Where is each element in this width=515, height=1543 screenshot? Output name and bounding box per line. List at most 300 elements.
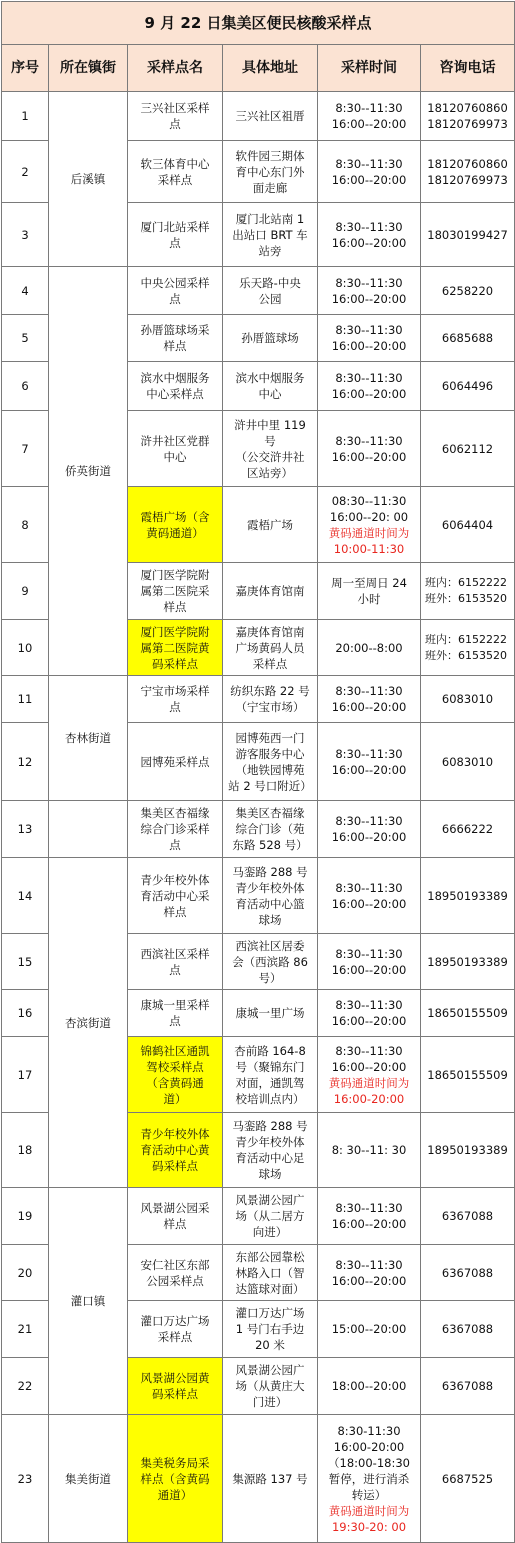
row-number: 18 <box>2 1113 49 1188</box>
row-number: 23 <box>2 1415 49 1543</box>
cell-line: 8:30--11:30 <box>335 323 403 337</box>
site-name-cell <box>128 1113 223 1188</box>
site-name-cell <box>128 141 223 203</box>
site-name-cell <box>128 92 223 141</box>
header-town: 所在镇街 <box>49 45 128 92</box>
cell-line: 风景湖公园采 <box>140 1201 210 1215</box>
cell-line: 黄码通道时间为 <box>328 1075 410 1090</box>
cell-line: 三兴社区祖厝 <box>235 109 305 123</box>
cell-line: 风景湖公园黄 <box>140 1371 210 1385</box>
phone-cell <box>421 1188 515 1245</box>
table-row <box>2 676 515 723</box>
cell-line: 安仁社区东部 <box>140 1257 210 1272</box>
row-number: 2 <box>2 141 49 203</box>
phone-cell <box>421 620 515 676</box>
cell-line: 6367088 <box>441 1379 494 1393</box>
phone-cell <box>421 934 515 990</box>
cell-line: 通道） <box>157 1487 193 1502</box>
cell-line: 18120760860 <box>427 101 508 115</box>
cell-line: 号） <box>258 970 282 985</box>
cell-line: 霞梧广场 <box>247 517 293 532</box>
address-cell <box>223 1358 318 1415</box>
town-cell: 杏林街道 <box>49 676 128 801</box>
site-name-cell <box>128 801 223 858</box>
town-cell: 杏滨街道 <box>49 858 128 1188</box>
cell-line: 6064496 <box>441 379 494 393</box>
cell-line: 风景湖公园广 <box>235 1193 305 1207</box>
cell-line: 驾校采样点 <box>146 1059 204 1074</box>
site-name-cell <box>128 411 223 487</box>
time-cell <box>318 203 421 267</box>
cell-line: 软三体育中心 <box>140 156 210 171</box>
cell-line: 黄码通道） <box>146 525 204 540</box>
cell-line: 6367088 <box>441 1209 494 1223</box>
cell-line: 点 <box>169 291 181 306</box>
site-name-cell <box>128 723 223 801</box>
cell-line: 08:30--11:30 <box>331 493 407 508</box>
cell-line: 6367088 <box>441 1322 494 1336</box>
cell-line: 19:30-20: 00 <box>331 1519 407 1534</box>
cell-line: 园博苑西一门 <box>235 730 305 745</box>
time-cell <box>318 362 421 411</box>
address-cell <box>223 141 318 203</box>
time-cell <box>318 1188 421 1245</box>
cell-line: 16:00--20:00 <box>331 339 407 353</box>
site-name-cell <box>128 1358 223 1415</box>
table-row <box>2 92 515 141</box>
cell-line: 8:30--11:30 <box>335 814 403 828</box>
phone-cell <box>421 990 515 1037</box>
cell-line: 宁宝市场采样 <box>140 684 210 698</box>
cell-line: 浒井中里 119 <box>234 417 306 432</box>
site-name-cell <box>128 1188 223 1245</box>
row-number: 16 <box>2 990 49 1037</box>
time-cell <box>318 676 421 723</box>
cell-line: 校培训点内） <box>235 1091 305 1106</box>
header-phone: 咨询电话 <box>421 45 515 92</box>
row-number: 1 <box>2 92 49 141</box>
address-cell <box>223 563 318 620</box>
town-cell: 灌口镇 <box>49 1188 128 1415</box>
cell-line: 16:00--20:00 <box>331 896 407 911</box>
cell-line: 6083010 <box>441 754 494 769</box>
cell-line: 点 <box>169 700 181 714</box>
cell-line: 站旁 <box>258 243 282 258</box>
cell-line: 20:00--8:00 <box>335 640 403 655</box>
cell-line: 集美区杏福缘 <box>235 806 305 820</box>
cell-line: 16:00--20:00 <box>331 1059 407 1074</box>
cell-line: 乐天路-中央 <box>239 275 301 290</box>
cell-line: 号 <box>264 433 276 448</box>
phone-cell <box>421 1245 515 1301</box>
phone-cell <box>421 1037 515 1113</box>
site-name-cell <box>128 1037 223 1113</box>
cell-line: 灌口万达广场 <box>235 1306 305 1320</box>
cell-line: 16:00--20:00 <box>331 762 407 777</box>
cell-line: 属第二医院采 <box>140 584 210 598</box>
cell-line: 8:30--11:30 <box>335 880 403 895</box>
cell-line: 码采样点 <box>152 1159 198 1173</box>
cell-line: 码采样点 <box>152 656 198 671</box>
cell-line: 公园采样点 <box>146 1273 204 1288</box>
cell-line: 16:00--20:00 <box>331 291 407 306</box>
cell-line: 班外：6153520 <box>425 592 507 605</box>
cell-line: 10:00-11:30 <box>333 541 405 556</box>
cell-line: 16:00--20:00 <box>331 962 407 977</box>
cell-line: 班外：6153520 <box>425 648 507 662</box>
cell-line: 16:00--20:00 <box>331 172 407 187</box>
phone-cell <box>421 487 515 563</box>
cell-line: 6062112 <box>441 441 494 456</box>
table-row <box>2 267 515 315</box>
cell-line: 马銮路 288 号 <box>232 1119 308 1133</box>
cell-line: 8:30--11:30 <box>335 1257 403 1272</box>
cell-line: 青少年校外体 <box>140 1127 210 1141</box>
cell-line: 对面，通凯驾 <box>235 1075 305 1090</box>
cell-line: 18650155509 <box>427 1067 508 1082</box>
cell-line: 号（聚锦东门 <box>235 1059 305 1074</box>
cell-line: 采样点 <box>157 172 193 187</box>
cell-line: 纺织东路 22 号 <box>230 684 310 698</box>
cell-line: 嘉庚体育馆南 <box>235 624 305 639</box>
cell-line: 8:30--11:30 <box>335 946 403 961</box>
time-cell <box>318 1301 421 1358</box>
cell-line: 康城一里广场 <box>235 1006 305 1020</box>
row-number: 12 <box>2 723 49 801</box>
cell-line: 广场黄码人员 <box>235 640 305 655</box>
cell-line: 8:30--11:30 <box>335 684 403 698</box>
cell-line: 1 号门右手边 <box>235 1322 305 1336</box>
address-cell <box>223 1037 318 1113</box>
site-name-cell <box>128 1415 223 1543</box>
cell-line: 嘉庚体育馆南 <box>235 584 305 598</box>
cell-line: 18650155509 <box>427 1006 508 1020</box>
cell-line: （18:00-18:30 <box>328 1455 410 1470</box>
cell-line: 16:00--20:00 <box>331 235 407 250</box>
cell-line: 综合门诊（苑 <box>235 822 305 836</box>
cell-line: 16:00--20:00 <box>331 1217 407 1231</box>
row-number: 10 <box>2 620 49 676</box>
cell-line: 康城一里采样 <box>140 998 210 1012</box>
cell-line: 青少年校外体 <box>235 1135 305 1149</box>
header-address: 具体地址 <box>223 45 318 92</box>
time-cell <box>318 1415 421 1543</box>
cell-line: 点 <box>169 1014 181 1028</box>
cell-line: 马銮路 288 号 <box>232 864 308 879</box>
phone-cell <box>421 563 515 620</box>
cell-line: （地铁园博苑 <box>235 762 305 777</box>
row-number: 14 <box>2 858 49 934</box>
cell-line: 场（从黄庄大 <box>235 1379 305 1393</box>
row-number: 15 <box>2 934 49 990</box>
cell-line: 出站口 BRT 车 <box>232 227 308 242</box>
cell-line: 18120769973 <box>427 117 508 131</box>
address-cell <box>223 801 318 858</box>
cell-line: 8:30--11:30 <box>335 746 403 761</box>
phone-cell <box>421 676 515 723</box>
time-cell <box>318 411 421 487</box>
time-cell <box>318 487 421 563</box>
address-cell <box>223 990 318 1037</box>
cell-line: 8:30--11:30 <box>335 101 403 115</box>
time-cell <box>318 990 421 1037</box>
cell-line: 站 2 号口附近） <box>228 778 312 793</box>
cell-line: 道） <box>163 1091 187 1106</box>
site-name-cell <box>128 934 223 990</box>
cell-line: 育活动中心足 <box>235 1151 305 1165</box>
cell-line: 中央公园采样 <box>140 275 210 290</box>
time-cell <box>318 563 421 620</box>
cell-line: 8:30--11:30 <box>335 433 403 448</box>
table-row <box>2 801 515 858</box>
title-row <box>2 2 515 45</box>
time-cell <box>318 723 421 801</box>
cell-line: 孙厝篮球场 <box>241 331 299 345</box>
cell-line: 15:00--20:00 <box>331 1322 407 1336</box>
town-cell: 后溪镇 <box>49 92 128 267</box>
cell-line: 厦门医学院附 <box>140 624 210 639</box>
cell-line: 采样点 <box>157 1330 193 1344</box>
cell-line: 样点 <box>163 339 187 353</box>
address-cell <box>223 92 318 141</box>
cell-line: 厦门医学院附 <box>140 568 210 582</box>
cell-line: 班内：6152222 <box>425 576 507 589</box>
site-name-cell <box>128 620 223 676</box>
cell-line: 样点 <box>163 904 187 919</box>
cell-line: 小时 <box>357 592 381 606</box>
time-cell <box>318 801 421 858</box>
cell-line: 集美区杏福缘 <box>140 806 210 820</box>
cell-line: 18:00--20:00 <box>331 1379 407 1393</box>
address-cell <box>223 723 318 801</box>
address-cell <box>223 676 318 723</box>
cell-line: 班内：6152222 <box>425 632 507 646</box>
cell-line: 18030199427 <box>427 227 508 242</box>
phone-cell <box>421 723 515 801</box>
row-number: 17 <box>2 1037 49 1113</box>
cell-line: 采样点 <box>252 656 288 671</box>
cell-line: 中心 <box>258 387 282 401</box>
cell-line: 8:30--11:30 <box>335 1043 403 1058</box>
cell-line: 18950193389 <box>427 888 508 903</box>
cell-line: 锦鹤社区通凯 <box>140 1043 210 1058</box>
row-number: 13 <box>2 801 49 858</box>
phone-cell <box>421 267 515 315</box>
cell-line: 中心采样点 <box>146 387 204 401</box>
address-cell <box>223 411 318 487</box>
address-cell <box>223 203 318 267</box>
cell-line: 游客服务中心 <box>235 746 305 761</box>
cell-line: 8:30--11:30 <box>335 275 403 290</box>
cell-line: 育中心东门外 <box>235 164 305 179</box>
cell-line: 综合门诊采样 <box>140 822 210 836</box>
row-number: 3 <box>2 203 49 267</box>
time-cell <box>318 92 421 141</box>
cell-line: 林路入口（智 <box>235 1265 305 1280</box>
cell-line: 霞梧广场（含 <box>140 509 210 524</box>
header-row <box>2 45 515 92</box>
phone-cell <box>421 141 515 203</box>
cell-line: 样点（含黄码 <box>140 1471 210 1486</box>
row-number: 20 <box>2 1245 49 1301</box>
cell-line: 6064404 <box>441 517 494 532</box>
cell-line: 6367088 <box>441 1265 494 1280</box>
cell-line: 青少年校外体 <box>140 872 210 887</box>
cell-line: 育活动中心黄 <box>140 1143 210 1157</box>
row-number: 9 <box>2 563 49 620</box>
cell-line: 球场 <box>258 1167 282 1181</box>
town-cell: 集美街道 <box>49 1415 128 1543</box>
site-name-cell <box>128 1301 223 1358</box>
page-title: 9 月 22 日集美区便民核酸采样点 <box>2 2 515 45</box>
cell-line: 东部公园靠松 <box>235 1249 305 1264</box>
cell-line: 厦门北站采样 <box>140 219 210 234</box>
cell-line: 16:00-20:00 <box>333 1091 405 1106</box>
table-row <box>2 1415 515 1543</box>
address-cell <box>223 620 318 676</box>
site-name-cell <box>128 858 223 934</box>
cell-line: 杏前路 164-8 <box>234 1043 306 1058</box>
site-name-cell <box>128 1245 223 1301</box>
row-number: 5 <box>2 315 49 362</box>
time-cell <box>318 141 421 203</box>
cell-line: 18120769973 <box>427 172 508 187</box>
site-name-cell <box>128 563 223 620</box>
cell-line: 点 <box>169 838 181 852</box>
address-cell <box>223 1245 318 1301</box>
cell-line: 8:30--11:30 <box>335 998 403 1012</box>
header-time: 采样时间 <box>318 45 421 92</box>
cell-line: 中心 <box>163 449 187 464</box>
cell-line: 8:30--11:30 <box>335 219 403 234</box>
cell-line: 16:00--20:00 <box>331 449 407 464</box>
time-cell <box>318 1037 421 1113</box>
cell-line: 16:00--20:00 <box>331 1014 407 1028</box>
row-number: 4 <box>2 267 49 315</box>
phone-cell <box>421 203 515 267</box>
cell-line: 16:00--20:00 <box>331 700 407 714</box>
address-cell <box>223 934 318 990</box>
cell-line: 面走廊 <box>252 180 288 195</box>
cell-line: 点 <box>169 962 181 977</box>
cell-line: 育活动中心篮 <box>235 896 305 911</box>
cell-line: 6666222 <box>441 822 494 836</box>
cell-line: 厦门北站南 1 <box>235 211 305 226</box>
row-number: 8 <box>2 487 49 563</box>
address-cell <box>223 267 318 315</box>
address-cell <box>223 315 318 362</box>
cell-line: 6083010 <box>441 692 494 706</box>
cell-line: 黄码通道时间为 <box>328 1503 410 1518</box>
cell-line: 风景湖公园广 <box>235 1363 305 1377</box>
row-number: 22 <box>2 1358 49 1415</box>
row-number: 11 <box>2 676 49 723</box>
cell-line: 16:00--20:00 <box>331 1273 407 1288</box>
time-cell <box>318 1358 421 1415</box>
address-cell <box>223 858 318 934</box>
cell-line: 8:30--11:30 <box>335 156 403 171</box>
cell-line: 会（西滨路 86 <box>232 954 308 969</box>
cell-line: 集美税务局采 <box>140 1455 210 1470</box>
header-no: 序号 <box>2 45 49 92</box>
cell-line: 孙厝篮球场采 <box>140 323 210 337</box>
address-cell <box>223 1301 318 1358</box>
site-name-cell <box>128 203 223 267</box>
cell-line: （宁宝市场） <box>235 700 305 714</box>
address-cell <box>223 1113 318 1188</box>
cell-line: 青少年校外体 <box>235 880 305 895</box>
phone-cell <box>421 1415 515 1543</box>
time-cell <box>318 620 421 676</box>
cell-line: 样点 <box>163 1217 187 1231</box>
cell-line: 18950193389 <box>427 1143 508 1157</box>
cell-line: 8:30--11:30 <box>335 1201 403 1215</box>
cell-line: 16:00--20:00 <box>331 387 407 401</box>
site-name-cell <box>128 315 223 362</box>
time-cell <box>318 267 421 315</box>
cell-line: 16:00--20:00 <box>331 117 407 131</box>
row-number: 7 <box>2 411 49 487</box>
cell-line: 集源路 137 号 <box>232 1471 308 1486</box>
site-name-cell <box>128 267 223 315</box>
phone-cell <box>421 411 515 487</box>
cell-line: 达篮球对面） <box>235 1281 305 1296</box>
cell-line: 16:00--20: 00 <box>329 509 409 524</box>
cell-line: 点 <box>169 235 181 250</box>
cell-line: 8: 30--11: 30 <box>331 1143 407 1157</box>
cell-line: 门进） <box>252 1395 288 1409</box>
phone-cell <box>421 1113 515 1188</box>
cell-line: 浒井社区党群 <box>140 433 210 448</box>
cell-line: 8:30-11:30 <box>337 1423 401 1438</box>
row-number: 6 <box>2 362 49 411</box>
cell-line: 球场 <box>258 912 282 927</box>
table-row <box>2 858 515 934</box>
phone-cell <box>421 362 515 411</box>
row-number: 21 <box>2 1301 49 1358</box>
cell-line: 码采样点 <box>152 1387 198 1401</box>
cell-line: 灌口万达广场 <box>140 1314 210 1328</box>
table-row <box>2 1188 515 1245</box>
cell-line: 软件园三期体 <box>235 148 305 163</box>
time-cell <box>318 934 421 990</box>
cell-line: 西滨社区居委 <box>235 938 305 953</box>
address-cell <box>223 362 318 411</box>
site-name-cell <box>128 676 223 723</box>
town-cell: 侨英街道 <box>49 267 128 676</box>
cell-line: 周一至周日 24 <box>331 576 407 590</box>
sampling-sites-document <box>1 1 514 1534</box>
cell-line: 向进） <box>252 1225 288 1239</box>
phone-cell <box>421 801 515 858</box>
cell-line: 18950193389 <box>427 954 508 969</box>
cell-line: 20 米 <box>255 1338 285 1352</box>
cell-line: 滨水中烟服务 <box>140 371 210 385</box>
cell-line: 滨水中烟服务 <box>235 371 305 385</box>
site-name-cell <box>128 990 223 1037</box>
cell-line: 公园 <box>258 291 282 306</box>
site-name-cell <box>128 362 223 411</box>
row-number: 19 <box>2 1188 49 1245</box>
cell-line: （含黄码通 <box>146 1075 204 1090</box>
cell-line: 6258220 <box>441 283 494 298</box>
header-site-name: 采样点名 <box>128 45 223 92</box>
cell-line: 样点 <box>163 600 187 614</box>
cell-line: 场（从二居方 <box>235 1209 305 1223</box>
cell-line: 16:00--20:00 <box>331 830 407 844</box>
phone-cell <box>421 315 515 362</box>
address-cell <box>223 1188 318 1245</box>
